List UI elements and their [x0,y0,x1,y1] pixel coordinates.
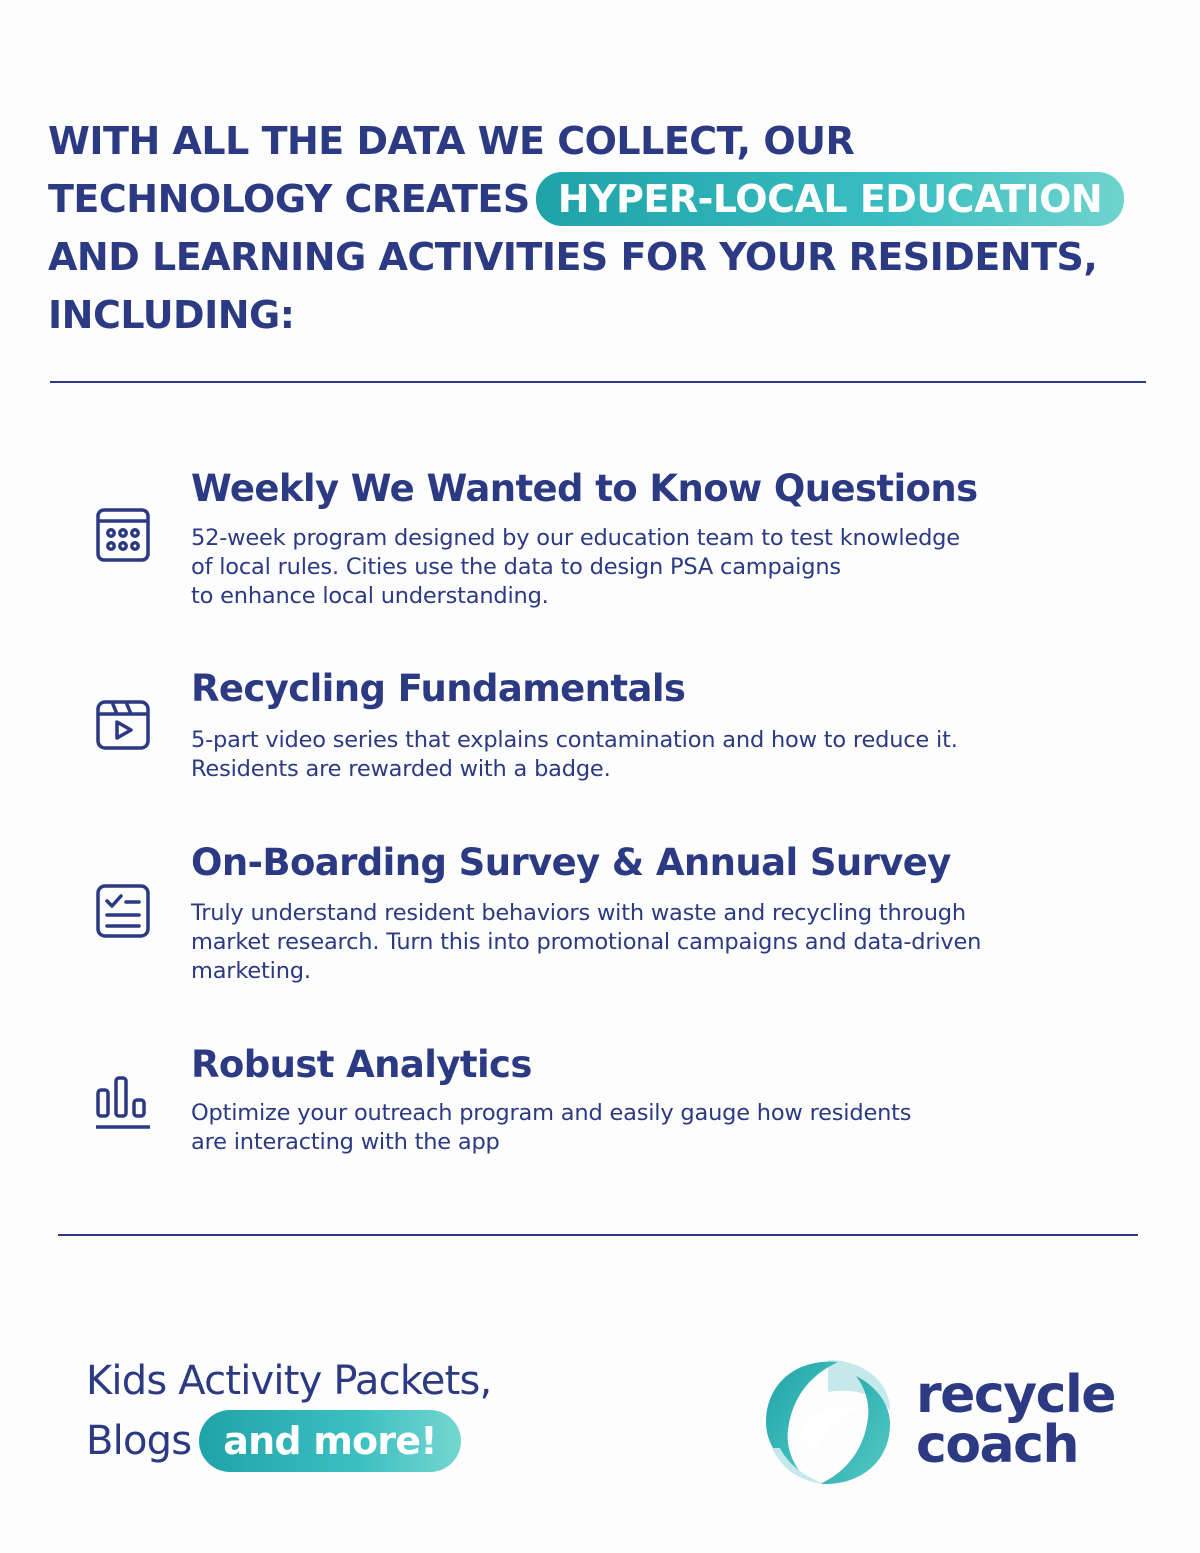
feature-description-line: Residents are rewarded with a badge. [191,756,611,782]
headline-line-2 [48,170,1158,228]
feature-description-line: to enhance local understanding. [191,583,549,609]
headline-line-4: INCLUDING: [48,293,295,337]
feature-description-line: Truly understand resident behaviors with waste and recycling through [191,900,966,926]
bottom-divider [58,1234,1138,1236]
recycle-coach-logo [758,1352,1138,1492]
logo-word-recycle: recycle [916,1365,1116,1425]
logo-word-coach: coach [916,1415,1078,1475]
feature-description-line: of local rules. Cities use the data to design PSA campaigns [191,554,841,580]
feature-description-line: marketing. [191,958,311,984]
video-icon [94,696,152,754]
feature-description-line: 52-week program designed by our education team to test knowledge [191,525,960,551]
analytics-icon [94,1072,152,1130]
feature-title: Recycling Fundamentals [191,667,686,710]
headline-line-2-prefix: TECHNOLOGY CREATES [48,177,530,221]
footer-callout [86,1352,491,1472]
feature-description-line: Optimize your outreach program and easily gauge how residents [191,1100,912,1126]
feature-title: Robust Analytics [191,1043,532,1086]
feature-description [191,899,1111,986]
logo-wordmark [916,1365,1116,1475]
calendar-icon [94,506,152,564]
footer-line-1: Kids Activity Packets, [86,1358,492,1404]
footer-highlight-pill: and more! [199,1410,460,1472]
survey-icon [94,882,152,940]
headline-line-1: WITH ALL THE DATA WE COLLECT, OUR [48,119,855,163]
feature-description-line: market research. Turn this into promotional campaigns and data-driven [191,929,982,955]
feature-title: On-Boarding Survey & Annual Survey [191,841,951,884]
headline-line-3: AND LEARNING ACTIVITIES FOR YOUR RESIDENTS, [48,235,1098,279]
feature-description [191,1099,1111,1157]
feature-title: Weekly We Wanted to Know Questions [191,467,978,510]
headline-highlight-pill: HYPER-LOCAL EDUCATION [536,172,1124,226]
top-divider [50,381,1146,383]
feature-description-line: 5-part video series that explains contamination and how to reduce it. [191,727,958,753]
feature-description [191,524,1111,611]
footer-line-2 [86,1410,491,1472]
feature-description-line: are interacting with the app [191,1129,500,1155]
feature-description [191,726,1111,784]
headline [48,112,1158,344]
leaf-logo-icon [758,1352,898,1492]
footer-line-2-text: Blogs [86,1418,192,1464]
